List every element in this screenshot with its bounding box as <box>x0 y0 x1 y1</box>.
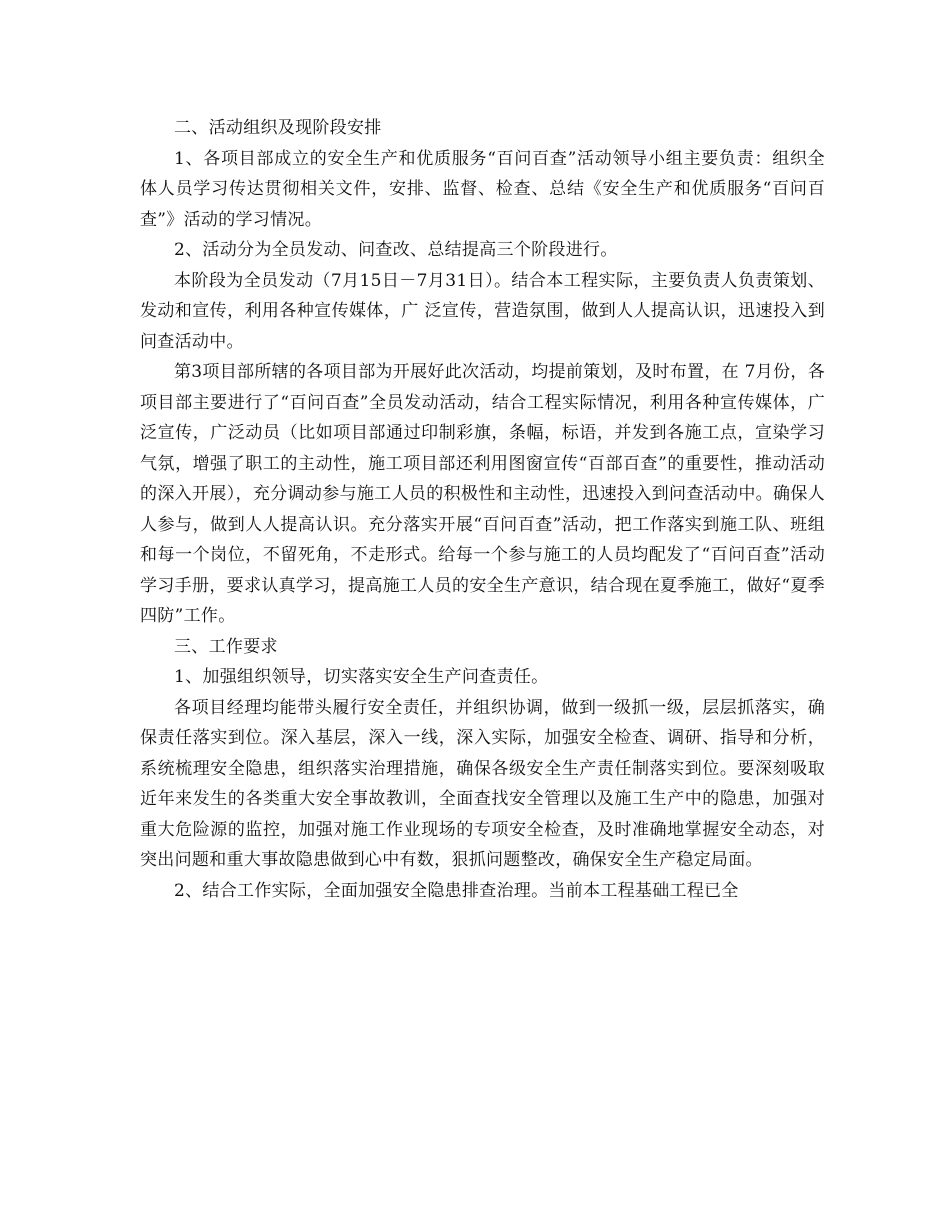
document-body <box>140 113 825 906</box>
section-heading-activity-organization: 二、活动组织及现阶段安排 <box>174 118 382 138</box>
paragraph-leadership-group: 1、各项目部成立的安全生产和优质服务“百问百查”活动领导小组主要负责：组织全体人员学习传达贯彻相关文件，安排、监督、检查、总结《安全生产和优质服务“百问百查”》活动的学习情况。 <box>140 148 825 230</box>
paragraph-project-department-3: 第3项目部所辖的各项目部为开展好此次活动，均提前策划，及时布置，在 7月份，各项目部主要进行了“百问百查”全员发动活动，结合工程实际情况，利用各种宣传媒体，广泛宣传，广泛动员（比如项目部通过印制彩旗，条幅，标语，并发到各施工点，宣染学习气氛，增强了职工的主动性，施工项目部还利用图窗宣传“百部百查”的重要性，推动活动的深入开展），充分调动参与施工人员的积极性和主动性，迅速投入到问查活动中。确保人人参与，做到人人提高认识。充分落实开展“百问百查”活动，把工作落实到施工队、班组和每一个岗位，不留死角，不走形式。给每一个参与施工的人员均配发了“百问百查”活动学习手册，要求认真学习，提高施工人员的安全生产意识，结合现在夏季施工，做好“夏季四防”工作。 <box>140 362 825 626</box>
paragraph-mobilization-stage: 本阶段为全员发动（7月15日－7月31日）。结合本工程实际，主要负责人负责策划、发动和宣传，利用各种宣传媒体，广 泛宣传，营造氛围，做到人人提高认识，迅速投入到问查活动中。 <box>140 270 825 352</box>
section-heading-work-requirements: 三、工作要求 <box>174 636 278 657</box>
paragraph-requirement-1-heading: 1、加强组织领导，切实落实安全生产问查责任。 <box>174 667 549 687</box>
paragraph-project-managers: 各项目经理均能带头履行安全责任，并组织协调，做到一级抓一级，层层抓落实，确保责任落实到位。深入基层，深入一线，深入实际，加强安全检查、调研、指导和分析，系统梳理安全隐患，组织落实治理措施，确保各级安全生产责任制落实到位。要深刻吸取近年来发生的各类重大安全事故教训，全面查找安全管理以及施工生产中的隐患，加强对重大危险源的监控，加强对施工作业现场的专项安全检查，及时准确地掌握安全动态，对突出问题和重大事故隐患做到心中有数，狠抓问题整改，确保安全生产稳定局面。 <box>140 697 825 870</box>
paragraph-requirement-2: 2、结合工作实际，全面加强安全隐患排查治理。当前本工程基础工程已全 <box>174 880 739 901</box>
paragraph-three-stages: 2、活动分为全员发动、问查改、总结提高三个阶段进行。 <box>174 240 618 260</box>
